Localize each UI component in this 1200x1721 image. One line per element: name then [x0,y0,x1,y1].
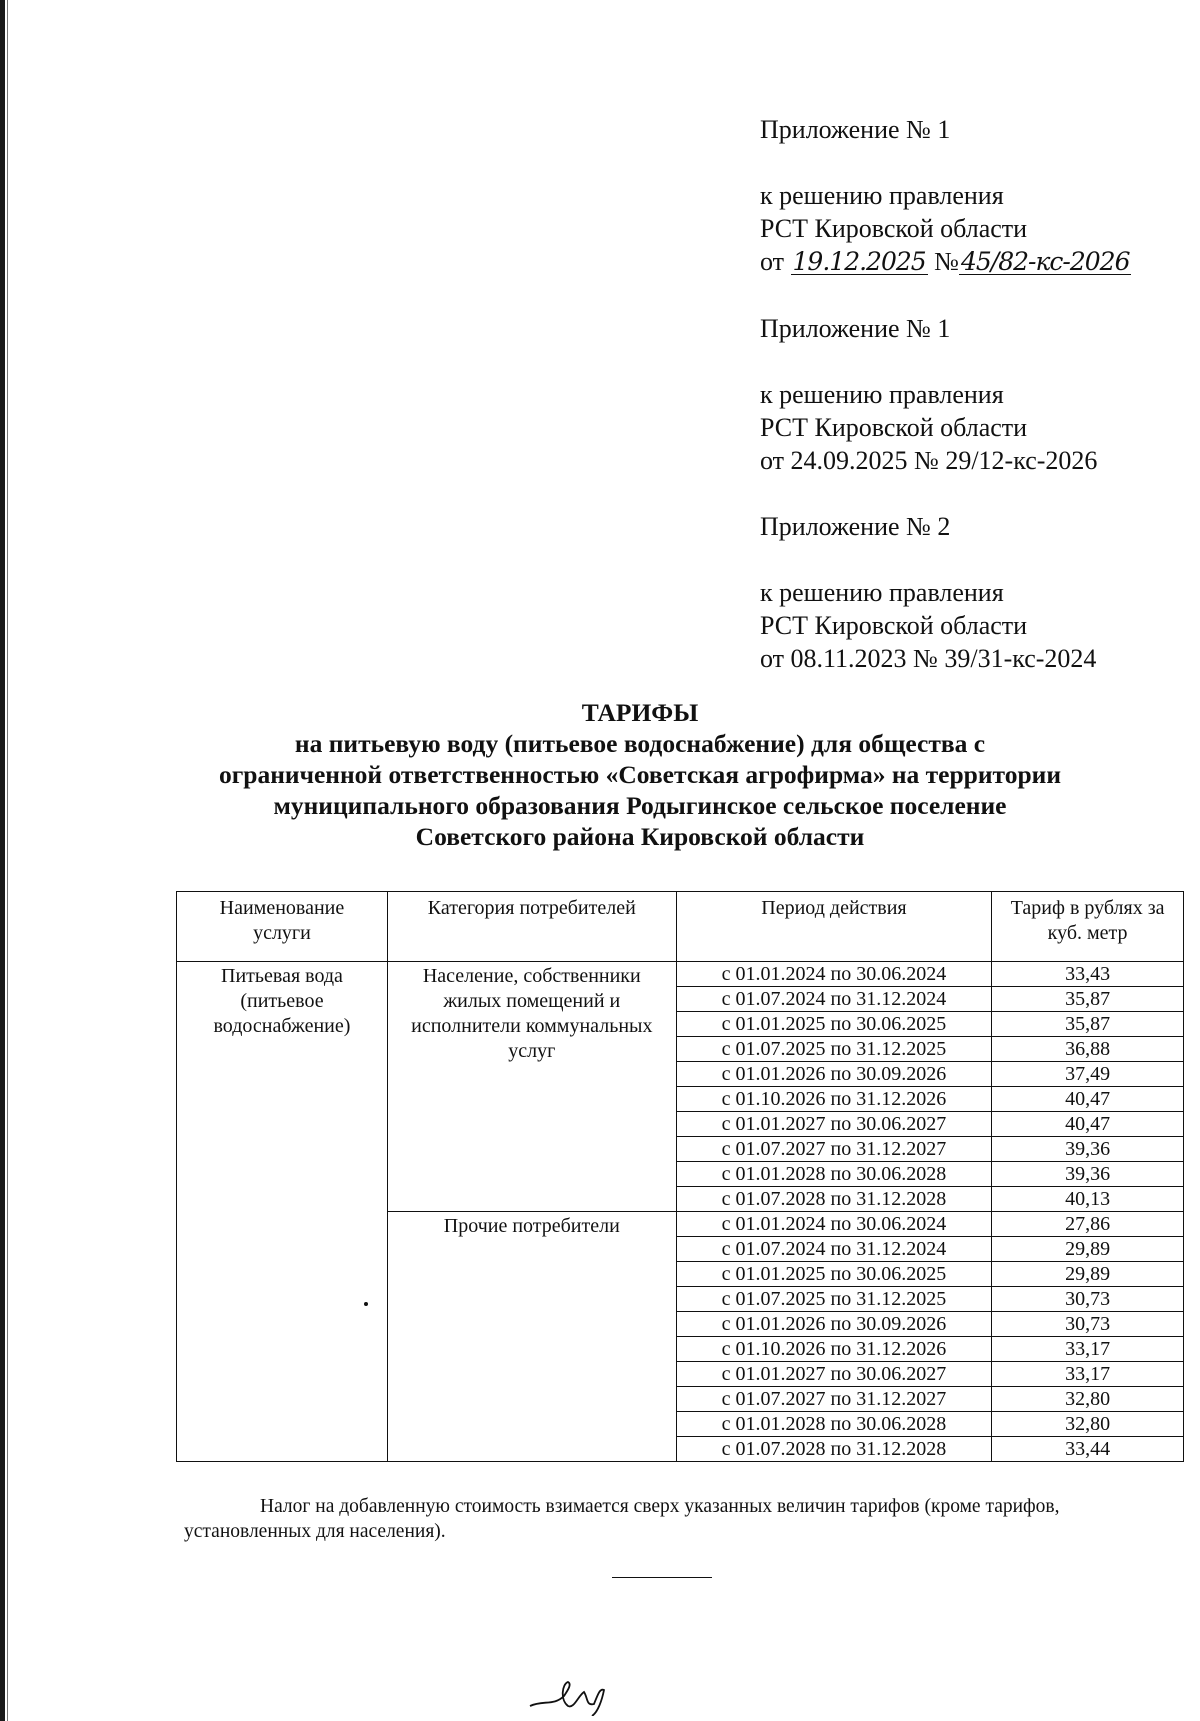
column-header-tariff: Тариф в рублях за куб. метр [992,892,1184,962]
tariff-cell: 40,47 [992,1087,1184,1112]
title-line: на питьевую воду (питьевое водоснабжение) для общества с [294,729,986,758]
title-line: Советского района Кировской области [415,822,865,851]
period-cell: с 01.07.2024 по 31.12.2024 [676,1237,992,1262]
authority-line: РСТ Кировской области [760,214,1028,243]
decision-line: к решению правления [760,380,1004,409]
number-sign: № [934,247,959,276]
handwritten-number: 45/82-кс-2026 [960,247,1130,276]
tariff-cell: 40,47 [992,1112,1184,1137]
tariff-cell: 37,49 [992,1062,1184,1087]
authority-line: РСТ Кировской области [760,413,1028,442]
scan-edge-line [7,0,8,1721]
decision-line: к решению правления [760,181,1004,210]
tariff-cell: 30,73 [992,1312,1184,1337]
date-prefix: от [760,247,785,276]
period-cell: с 01.07.2025 по 31.12.2025 [676,1287,992,1312]
title-line: ограниченной ответственностью «Советская агрофирма» на территории [218,760,1062,789]
appendix-title: Приложение № 1 [760,115,951,144]
document-title [140,697,1140,852]
tariff-cell: 36,88 [992,1037,1184,1062]
decision-date-line [760,245,1131,278]
authority-line: РСТ Кировской области [760,611,1028,640]
decision-line: к решению правления [760,578,1004,607]
tariff-cell: 39,36 [992,1162,1184,1187]
consumer-category-cell: Прочие потребители [387,1212,676,1462]
period-cell: с 01.01.2024 по 30.06.2024 [676,962,992,987]
consumer-category-cell: Население, собственники жилых помещений и исполнители коммунальных услуг [387,962,676,1212]
service-name-cell: Питьевая вода (питьевое водоснабжение) [177,962,388,1462]
signature-mark [528,1676,618,1716]
period-cell: с 01.10.2026 по 31.12.2026 [676,1337,992,1362]
title-main: ТАРИФЫ [581,698,699,727]
column-header-period: Период действия [676,892,992,962]
tariff-cell: 32,80 [992,1412,1184,1437]
period-cell: с 01.01.2028 по 30.06.2028 [676,1412,992,1437]
column-header-service: Наименование услуги [177,892,388,962]
period-cell: с 01.01.2027 по 30.06.2027 [676,1112,992,1137]
appendix-header-2 [760,312,1097,477]
appendix-header-1 [760,113,1131,278]
scan-edge [0,0,5,1721]
table-header-row [177,892,1184,962]
tariff-cell: 33,44 [992,1437,1184,1462]
handwritten-date: 19.12.2025 [792,247,926,276]
period-cell: с 01.01.2025 по 30.06.2025 [676,1012,992,1037]
period-cell: с 01.07.2024 по 31.12.2024 [676,987,992,1012]
decision-date-line: от 08.11.2023 № 39/31-кс-2024 [760,644,1097,673]
tariff-table [176,891,1184,1462]
tariff-cell: 29,89 [992,1262,1184,1287]
tariff-cell: 27,86 [992,1212,1184,1237]
table-row [177,962,1184,987]
tariff-cell: 35,87 [992,987,1184,1012]
appendix-title: Приложение № 2 [760,512,951,541]
period-cell: с 01.07.2025 по 31.12.2025 [676,1037,992,1062]
tariff-cell: 30,73 [992,1287,1184,1312]
appendix-title: Приложение № 1 [760,314,951,343]
tariff-cell: 32,80 [992,1387,1184,1412]
period-cell: с 01.01.2025 по 30.06.2025 [676,1262,992,1287]
period-cell: с 01.01.2026 по 30.09.2026 [676,1062,992,1087]
decision-date-line: от 24.09.2025 № 29/12-кс-2026 [760,446,1098,475]
tariff-cell: 29,89 [992,1237,1184,1262]
tariff-cell: 33,17 [992,1362,1184,1387]
tariff-cell: 35,87 [992,1012,1184,1037]
end-rule [612,1577,712,1578]
period-cell: с 01.10.2026 по 31.12.2026 [676,1087,992,1112]
appendix-header-3 [760,510,1096,675]
vat-note: Налог на добавленную стоимость взимается сверх указанных величин тарифов (кроме тарифов, установленных для населения). [184,1496,1060,1542]
tariff-cell: 33,17 [992,1337,1184,1362]
period-cell: с 01.01.2024 по 30.06.2024 [676,1212,992,1237]
period-cell: с 01.07.2028 по 31.12.2028 [676,1187,992,1212]
period-cell: с 01.07.2027 по 31.12.2027 [676,1387,992,1412]
scan-speck [364,1302,368,1306]
column-header-category: Категория потребителей [387,892,676,962]
period-cell: с 01.01.2027 по 30.06.2027 [676,1362,992,1387]
title-line: муниципального образования Родыгинское сельское поселение [273,791,1007,820]
period-cell: с 01.07.2027 по 31.12.2027 [676,1137,992,1162]
period-cell: с 01.01.2026 по 30.09.2026 [676,1312,992,1337]
tariff-cell: 40,13 [992,1187,1184,1212]
tariff-cell: 39,36 [992,1137,1184,1162]
tariff-cell: 33,43 [992,962,1184,987]
period-cell: с 01.01.2028 по 30.06.2028 [676,1162,992,1187]
period-cell: с 01.07.2028 по 31.12.2028 [676,1437,992,1462]
